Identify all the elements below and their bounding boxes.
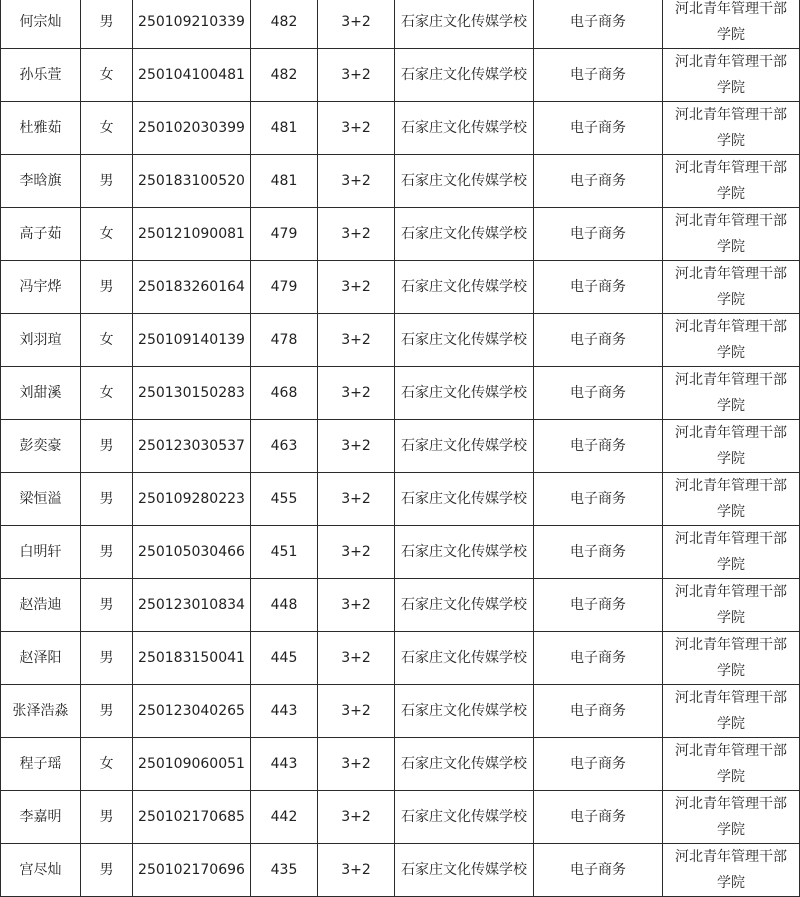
- exam-id-cell: 250123030537: [133, 420, 251, 473]
- score-cell: 482: [251, 49, 318, 102]
- exam-id-cell: 250109280223: [133, 473, 251, 526]
- program-cell: 3+2: [318, 738, 395, 791]
- score-cell: 443: [251, 685, 318, 738]
- college-cell: [663, 261, 800, 314]
- gender-cell: 男: [81, 844, 133, 897]
- major-cell: 电子商务: [534, 685, 663, 738]
- college-text: 河北青年管理干部学院: [675, 160, 787, 202]
- score-cell: 445: [251, 632, 318, 685]
- major-cell: 电子商务: [534, 0, 663, 49]
- college-text: 河北青年管理干部学院: [675, 743, 787, 785]
- table-row: [1, 632, 800, 685]
- program-cell: 3+2: [318, 367, 395, 420]
- score-cell: 479: [251, 261, 318, 314]
- gender-cell: 男: [81, 473, 133, 526]
- score-cell: 448: [251, 579, 318, 632]
- score-cell: 435: [251, 844, 318, 897]
- student-name-cell: 何宗灿: [1, 0, 81, 49]
- major-cell: 电子商务: [534, 314, 663, 367]
- student-name-cell: 李晗旗: [1, 155, 81, 208]
- major-cell: 电子商务: [534, 208, 663, 261]
- gender-cell: 女: [81, 208, 133, 261]
- school-cell: 石家庄文化传媒学校: [395, 0, 534, 49]
- exam-id-cell: 250109140139: [133, 314, 251, 367]
- score-cell: 479: [251, 208, 318, 261]
- student-name-cell: 刘羽瑄: [1, 314, 81, 367]
- major-cell: 电子商务: [534, 579, 663, 632]
- exam-id-cell: 250102170696: [133, 844, 251, 897]
- college-text: 河北青年管理干部学院: [675, 478, 787, 520]
- exam-id-cell: 250123010834: [133, 579, 251, 632]
- major-cell: 电子商务: [534, 49, 663, 102]
- college-cell: [663, 738, 800, 791]
- table-row: [1, 102, 800, 155]
- score-cell: 451: [251, 526, 318, 579]
- school-cell: 石家庄文化传媒学校: [395, 49, 534, 102]
- gender-cell: 男: [81, 261, 133, 314]
- student-name-cell: 梁恒溢: [1, 473, 81, 526]
- college-text: 河北青年管理干部学院: [675, 584, 787, 626]
- table-row: [1, 791, 800, 844]
- college-text: 河北青年管理干部学院: [675, 372, 787, 414]
- table-row: [1, 314, 800, 367]
- student-name-cell: 李嘉明: [1, 791, 81, 844]
- exam-id-cell: 250183150041: [133, 632, 251, 685]
- table-row: [1, 208, 800, 261]
- exam-id-cell: 250102030399: [133, 102, 251, 155]
- college-cell: [663, 102, 800, 155]
- table-row: [1, 0, 800, 49]
- exam-id-cell: 250183100520: [133, 155, 251, 208]
- program-cell: 3+2: [318, 420, 395, 473]
- student-name-cell: 冯宇烨: [1, 261, 81, 314]
- major-cell: 电子商务: [534, 261, 663, 314]
- college-cell: [663, 632, 800, 685]
- score-cell: 482: [251, 0, 318, 49]
- program-cell: 3+2: [318, 579, 395, 632]
- gender-cell: 男: [81, 0, 133, 49]
- exam-id-cell: 250109060051: [133, 738, 251, 791]
- major-cell: 电子商务: [534, 738, 663, 791]
- student-name-cell: 宫尽灿: [1, 844, 81, 897]
- program-cell: 3+2: [318, 314, 395, 367]
- major-cell: 电子商务: [534, 155, 663, 208]
- major-cell: 电子商务: [534, 632, 663, 685]
- program-cell: 3+2: [318, 0, 395, 49]
- college-cell: [663, 367, 800, 420]
- college-text: 河北青年管理干部学院: [675, 1, 787, 43]
- college-cell: [663, 526, 800, 579]
- gender-cell: 男: [81, 791, 133, 844]
- gender-cell: 男: [81, 420, 133, 473]
- college-cell: [663, 208, 800, 261]
- gender-cell: 男: [81, 632, 133, 685]
- major-cell: 电子商务: [534, 791, 663, 844]
- program-cell: 3+2: [318, 155, 395, 208]
- exam-id-cell: 250109210339: [133, 0, 251, 49]
- student-name-cell: 张泽浩淼: [1, 685, 81, 738]
- program-cell: 3+2: [318, 685, 395, 738]
- college-text: 河北青年管理干部学院: [675, 107, 787, 149]
- table-row: [1, 261, 800, 314]
- school-cell: 石家庄文化传媒学校: [395, 261, 534, 314]
- score-cell: 468: [251, 367, 318, 420]
- program-cell: 3+2: [318, 844, 395, 897]
- student-name-cell: 刘甜溪: [1, 367, 81, 420]
- table-row: [1, 155, 800, 208]
- program-cell: 3+2: [318, 791, 395, 844]
- gender-cell: 女: [81, 314, 133, 367]
- exam-id-cell: 250130150283: [133, 367, 251, 420]
- program-cell: 3+2: [318, 208, 395, 261]
- school-cell: 石家庄文化传媒学校: [395, 791, 534, 844]
- table-row: [1, 526, 800, 579]
- gender-cell: 女: [81, 49, 133, 102]
- school-cell: 石家庄文化传媒学校: [395, 685, 534, 738]
- school-cell: 石家庄文化传媒学校: [395, 632, 534, 685]
- table-row: [1, 420, 800, 473]
- college-text: 河北青年管理干部学院: [675, 54, 787, 96]
- school-cell: 石家庄文化传媒学校: [395, 844, 534, 897]
- college-text: 河北青年管理干部学院: [675, 849, 787, 891]
- student-name-cell: 白明轩: [1, 526, 81, 579]
- school-cell: 石家庄文化传媒学校: [395, 579, 534, 632]
- table-row: [1, 367, 800, 420]
- student-name-cell: 赵浩迪: [1, 579, 81, 632]
- school-cell: 石家庄文化传媒学校: [395, 738, 534, 791]
- school-cell: 石家庄文化传媒学校: [395, 155, 534, 208]
- college-cell: [663, 49, 800, 102]
- college-text: 河北青年管理干部学院: [675, 213, 787, 255]
- college-text: 河北青年管理干部学院: [675, 531, 787, 573]
- score-cell: 481: [251, 155, 318, 208]
- program-cell: 3+2: [318, 526, 395, 579]
- student-name-cell: 杜雅茹: [1, 102, 81, 155]
- school-cell: 石家庄文化传媒学校: [395, 473, 534, 526]
- college-cell: [663, 420, 800, 473]
- school-cell: 石家庄文化传媒学校: [395, 102, 534, 155]
- school-cell: 石家庄文化传媒学校: [395, 526, 534, 579]
- program-cell: 3+2: [318, 473, 395, 526]
- table-row: [1, 738, 800, 791]
- score-cell: 455: [251, 473, 318, 526]
- college-text: 河北青年管理干部学院: [675, 266, 787, 308]
- major-cell: 电子商务: [534, 367, 663, 420]
- school-cell: 石家庄文化传媒学校: [395, 420, 534, 473]
- student-name-cell: 高子茹: [1, 208, 81, 261]
- exam-id-cell: 250183260164: [133, 261, 251, 314]
- program-cell: 3+2: [318, 261, 395, 314]
- exam-id-cell: 250105030466: [133, 526, 251, 579]
- program-cell: 3+2: [318, 632, 395, 685]
- table-body: [1, 0, 800, 897]
- exam-id-cell: 250121090081: [133, 208, 251, 261]
- score-cell: 481: [251, 102, 318, 155]
- exam-id-cell: 250102170685: [133, 791, 251, 844]
- table-row: [1, 579, 800, 632]
- college-text: 河北青年管理干部学院: [675, 690, 787, 732]
- gender-cell: 女: [81, 738, 133, 791]
- school-cell: 石家庄文化传媒学校: [395, 208, 534, 261]
- student-name-cell: 孙乐萱: [1, 49, 81, 102]
- table-row: [1, 844, 800, 897]
- table-row: [1, 473, 800, 526]
- school-cell: 石家庄文化传媒学校: [395, 367, 534, 420]
- gender-cell: 男: [81, 155, 133, 208]
- major-cell: 电子商务: [534, 420, 663, 473]
- school-cell: 石家庄文化传媒学校: [395, 314, 534, 367]
- major-cell: 电子商务: [534, 102, 663, 155]
- gender-cell: 女: [81, 102, 133, 155]
- student-name-cell: 彭奕豪: [1, 420, 81, 473]
- table-row: [1, 685, 800, 738]
- college-cell: [663, 155, 800, 208]
- score-cell: 463: [251, 420, 318, 473]
- college-text: 河北青年管理干部学院: [675, 319, 787, 361]
- score-cell: 478: [251, 314, 318, 367]
- exam-id-cell: 250104100481: [133, 49, 251, 102]
- college-text: 河北青年管理干部学院: [675, 796, 787, 838]
- college-cell: [663, 844, 800, 897]
- college-cell: [663, 473, 800, 526]
- gender-cell: 男: [81, 526, 133, 579]
- gender-cell: 男: [81, 579, 133, 632]
- student-name-cell: 赵泽阳: [1, 632, 81, 685]
- gender-cell: 男: [81, 685, 133, 738]
- table-row: [1, 49, 800, 102]
- score-cell: 443: [251, 738, 318, 791]
- college-text: 河北青年管理干部学院: [675, 425, 787, 467]
- college-cell: [663, 0, 800, 49]
- major-cell: 电子商务: [534, 844, 663, 897]
- program-cell: 3+2: [318, 49, 395, 102]
- gender-cell: 女: [81, 367, 133, 420]
- major-cell: 电子商务: [534, 473, 663, 526]
- college-cell: [663, 791, 800, 844]
- college-cell: [663, 685, 800, 738]
- major-cell: 电子商务: [534, 526, 663, 579]
- college-cell: [663, 579, 800, 632]
- student-name-cell: 程子瑶: [1, 738, 81, 791]
- exam-id-cell: 250123040265: [133, 685, 251, 738]
- program-cell: 3+2: [318, 102, 395, 155]
- college-cell: [663, 314, 800, 367]
- score-cell: 442: [251, 791, 318, 844]
- college-text: 河北青年管理干部学院: [675, 637, 787, 679]
